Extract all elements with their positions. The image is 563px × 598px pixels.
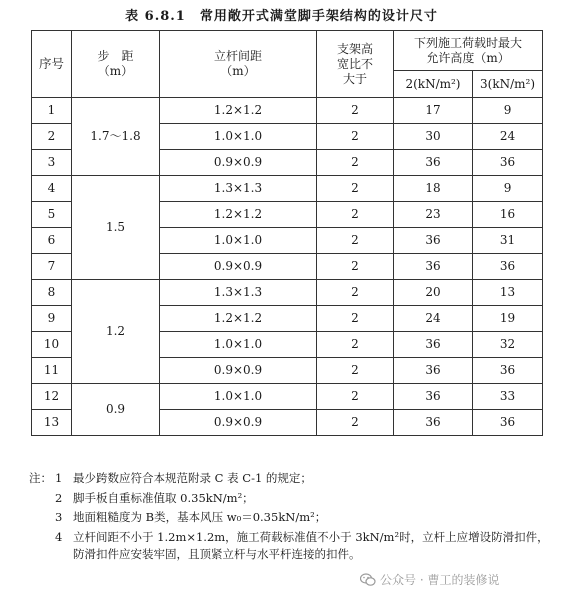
cell-height-load-3: 36 xyxy=(473,150,543,176)
cell-height-load-3: 9 xyxy=(473,98,543,124)
note-number: 1 xyxy=(55,471,63,485)
cell-height-load-2: 18 xyxy=(394,176,473,202)
cell-spacing: 1.0×1.0 xyxy=(160,384,317,410)
cell-no: 6 xyxy=(32,228,72,254)
cell-height-load-3: 31 xyxy=(473,228,543,254)
cell-height-load-3: 36 xyxy=(473,358,543,384)
cell-spacing: 1.2×1.2 xyxy=(160,98,317,124)
cell-spacing: 1.2×1.2 xyxy=(160,202,317,228)
cell-height-load-3: 36 xyxy=(473,254,543,280)
wechat-icon xyxy=(360,573,376,587)
note-number: 3 xyxy=(55,510,63,525)
header-no: 序号 xyxy=(32,31,72,98)
table-body xyxy=(32,98,543,436)
cell-height-load-3: 36 xyxy=(473,410,543,436)
watermark-text: 公众号 · 曹工的装修说 xyxy=(380,573,500,587)
cell-ratio: 2 xyxy=(317,358,394,384)
cell-height-load-3: 24 xyxy=(473,124,543,150)
table-row xyxy=(32,384,543,410)
table-title: 表 6.8.1 常用敞开式满堂脚手架结构的设计尺寸 xyxy=(125,9,438,24)
cell-no: 12 xyxy=(32,384,72,410)
cell-no: 8 xyxy=(32,280,72,306)
cell-spacing: 0.9×0.9 xyxy=(160,150,317,176)
note-item xyxy=(29,509,549,526)
cell-spacing: 1.0×1.0 xyxy=(160,332,317,358)
cell-ratio: 2 xyxy=(317,384,394,410)
cell-spacing: 1.0×1.0 xyxy=(160,124,317,150)
header-max-height: 下列施工荷载时最大 允许高度（m） xyxy=(394,31,543,71)
cell-height-load-3: 32 xyxy=(473,332,543,358)
cell-no: 4 xyxy=(32,176,72,202)
cell-height-load-2: 36 xyxy=(394,332,473,358)
note-text: 立杆间距不小于 1.2m×1.2m，施工荷载标准值不小于 3kN/m²时，立杆上应增设防滑扣件，防滑扣件应安装牢固，且顶紧立杆与水平杆连接的扣件。 xyxy=(73,530,549,561)
cell-no: 7 xyxy=(32,254,72,280)
cell-step: 1.5 xyxy=(72,176,160,280)
cell-ratio: 2 xyxy=(317,410,394,436)
cell-step: 1.7～1.8 xyxy=(72,98,160,176)
cell-height-load-3: 9 xyxy=(473,176,543,202)
cell-ratio: 2 xyxy=(317,176,394,202)
note-number: 2 xyxy=(55,490,63,505)
cell-height-load-2: 24 xyxy=(394,306,473,332)
cell-spacing: 1.3×1.3 xyxy=(160,176,317,202)
cell-height-load-2: 20 xyxy=(394,280,473,306)
cell-height-load-2: 36 xyxy=(394,254,473,280)
header-step: 步 距 （m） xyxy=(72,31,160,98)
note-number: 4 xyxy=(55,530,63,545)
cell-spacing: 1.2×1.2 xyxy=(160,306,317,332)
header-load-3: 3(kN/m²) xyxy=(473,71,543,98)
cell-no: 3 xyxy=(32,150,72,176)
cell-spacing: 1.0×1.0 xyxy=(160,228,317,254)
cell-height-load-2: 36 xyxy=(394,150,473,176)
note-text: 脚手板自重标准值取 0.35kN/m²； xyxy=(73,490,254,505)
note-text: 地面粗糙度为 B类，基本风压 w₀＝0.35kN/m²； xyxy=(73,510,327,525)
cell-no: 10 xyxy=(32,332,72,358)
cell-height-load-2: 30 xyxy=(394,124,473,150)
table-row xyxy=(32,98,543,124)
cell-ratio: 2 xyxy=(317,306,394,332)
table-row xyxy=(32,176,543,202)
cell-height-load-3: 33 xyxy=(473,384,543,410)
cell-height-load-2: 36 xyxy=(394,228,473,254)
scaffold-spec-table xyxy=(31,30,543,436)
cell-ratio: 2 xyxy=(317,124,394,150)
notes xyxy=(29,470,549,565)
note-item xyxy=(29,470,549,487)
cell-height-load-2: 36 xyxy=(394,410,473,436)
table-row xyxy=(32,280,543,306)
cell-height-load-2: 36 xyxy=(394,384,473,410)
watermark xyxy=(360,571,499,588)
cell-ratio: 2 xyxy=(317,150,394,176)
cell-spacing: 0.9×0.9 xyxy=(160,254,317,280)
cell-spacing: 0.9×0.9 xyxy=(160,358,317,384)
cell-ratio: 2 xyxy=(317,228,394,254)
cell-step: 0.9 xyxy=(72,384,160,436)
cell-step: 1.2 xyxy=(72,280,160,384)
cell-ratio: 2 xyxy=(317,332,394,358)
cell-ratio: 2 xyxy=(317,202,394,228)
note-item xyxy=(29,529,549,562)
cell-height-load-2: 36 xyxy=(394,358,473,384)
cell-height-load-2: 23 xyxy=(394,202,473,228)
cell-ratio: 2 xyxy=(317,98,394,124)
note-item xyxy=(29,490,549,507)
cell-no: 5 xyxy=(32,202,72,228)
header-load-2: 2(kN/m²) xyxy=(394,71,473,98)
cell-no: 13 xyxy=(32,410,72,436)
cell-ratio: 2 xyxy=(317,280,394,306)
cell-spacing: 1.3×1.3 xyxy=(160,280,317,306)
cell-height-load-3: 16 xyxy=(473,202,543,228)
cell-height-load-3: 13 xyxy=(473,280,543,306)
header-ratio: 支架高 宽比不 大于 xyxy=(317,31,394,98)
cell-spacing: 0.9×0.9 xyxy=(160,410,317,436)
cell-ratio: 2 xyxy=(317,254,394,280)
note-text: 最少跨数应符合本规范附录 C 表 C-1 的规定； xyxy=(73,471,312,485)
cell-no: 2 xyxy=(32,124,72,150)
notes-prefix: 注： xyxy=(29,471,52,485)
cell-no: 1 xyxy=(32,98,72,124)
cell-no: 9 xyxy=(32,306,72,332)
cell-no: 11 xyxy=(32,358,72,384)
header-spacing: 立杆间距 （m） xyxy=(160,31,317,98)
cell-height-load-2: 17 xyxy=(394,98,473,124)
cell-height-load-3: 19 xyxy=(473,306,543,332)
